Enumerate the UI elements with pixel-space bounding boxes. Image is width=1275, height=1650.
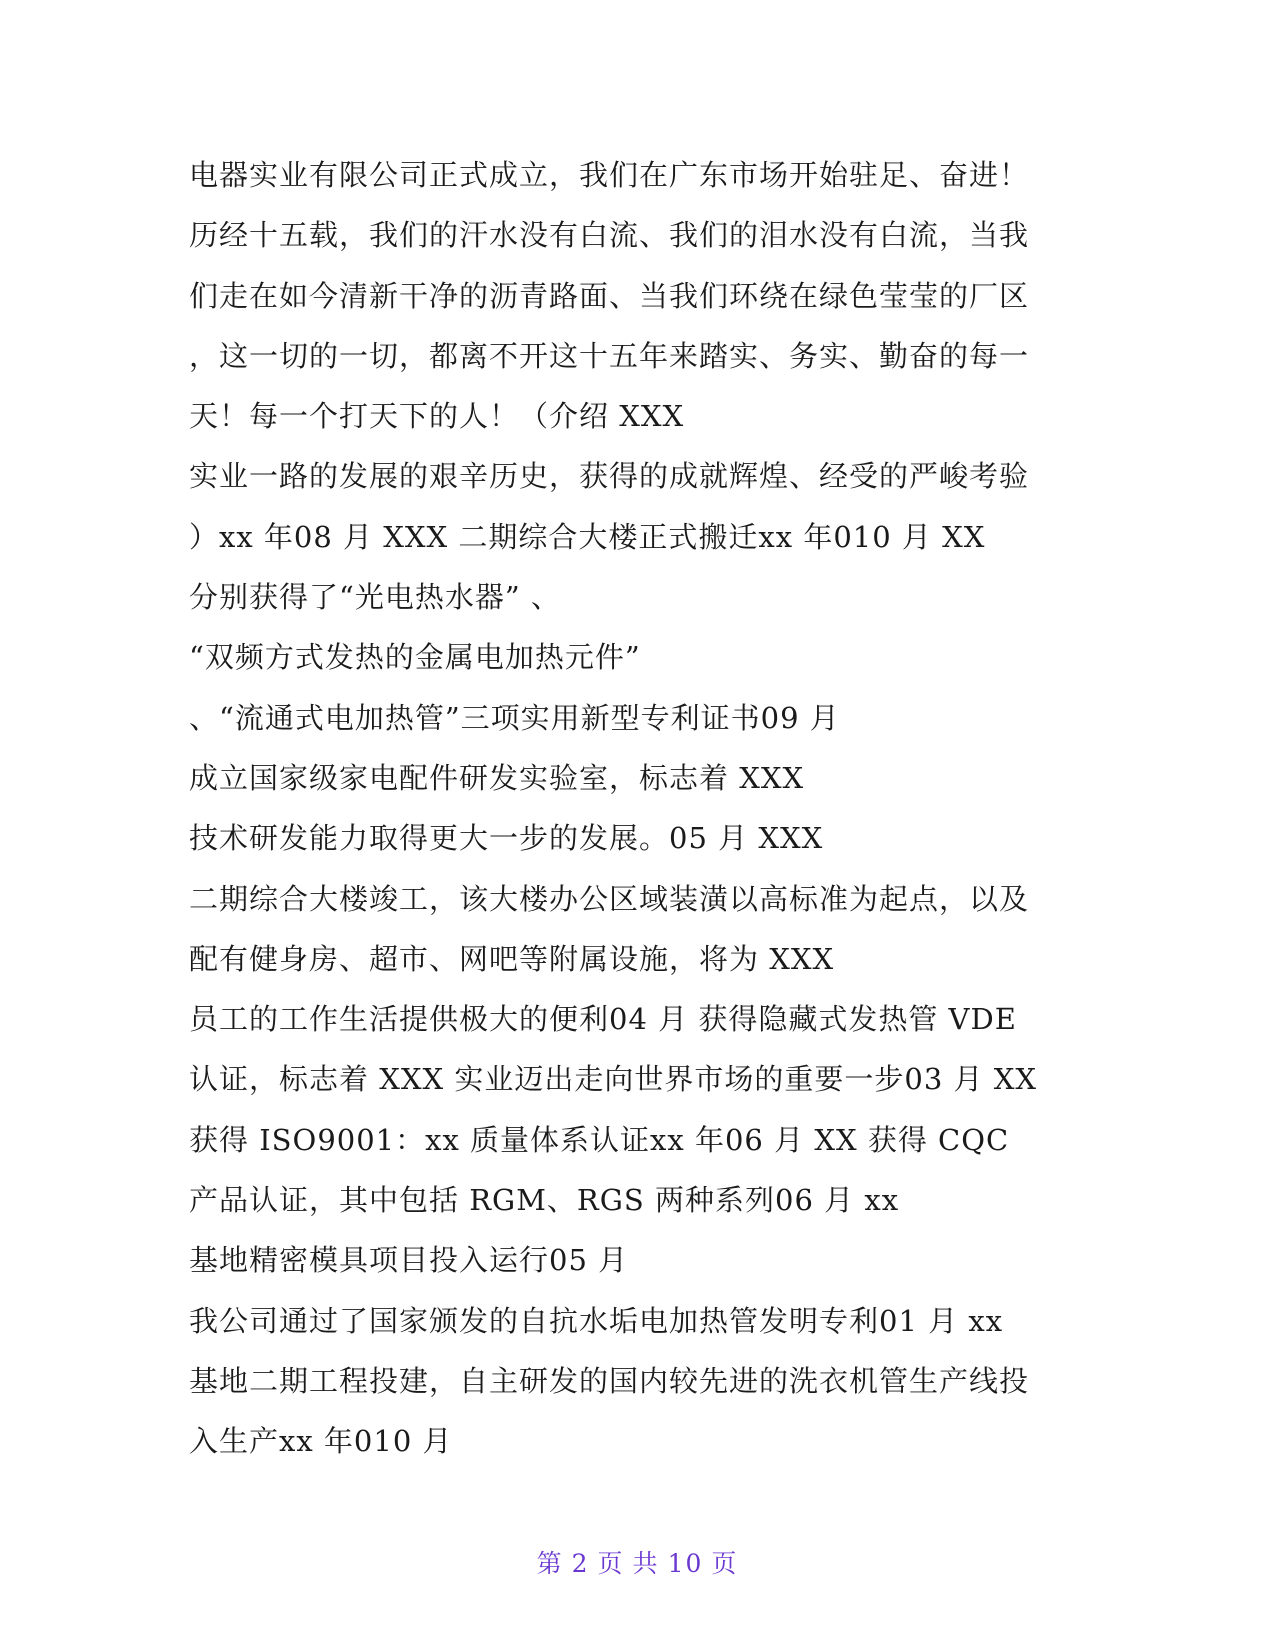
footer-label-page: 第 [536,1549,564,1578]
text-line: ，这一切的一切，都离不开这十五年来踏实、务实、勤奋的每一 [189,338,1030,373]
text-line: 我公司通过了国家颁发的自抗水垢电加热管发明专利01 月 xx [189,1303,1004,1338]
text-line: 们走在如今清新干净的沥青路面、当我们环绕在绿色莹莹的厂区 [189,278,1030,313]
text-line: 分别获得了“光电热水器” 、 [189,580,561,615]
text-line: “双频方式发热的金属电加热元件” [189,640,641,675]
text-line: 技术研发能力取得更大一步的发展。05 月 XXX [189,821,824,856]
footer-label-total-unit: 页 [711,1549,739,1578]
text-line: ）xx 年08 月 XXX 二期综合大楼正式搬迁xx 年010 月 XX [189,519,986,554]
text-line: 员工的工作生活提供极大的便利04 月 获得隐藏式发热管 VDE [189,1002,1017,1037]
text-line: 获得 ISO9001：xx 质量体系认证xx 年06 月 XX 获得 CQC [189,1122,1010,1157]
footer-current-page: 2 [571,1549,590,1578]
text-line: 基地二期工程投建，自主研发的国内较先进的洗衣机管生产线投 [189,1363,1030,1398]
text-line: 历经十五载，我们的汗水没有白流、我们的泪水没有白流，当我 [189,218,1030,253]
text-line: 二期综合大楼竣工，该大楼办公区域装潢以高标准为起点，以及 [189,881,1030,916]
footer-label-page-unit: 页 [597,1549,625,1578]
text-line: 、“流通式电加热管”三项实用新型专利证书09 月 [189,700,840,735]
footer-total-pages: 10 [667,1549,704,1578]
text-line: 天！每一个打天下的人！（介绍 XXX [189,399,685,434]
text-line: 基地精密模具项目投入运行05 月 [189,1243,629,1278]
text-line: 实业一路的发展的艰辛历史，获得的成就辉煌、经受的严峻考验 [189,459,1030,494]
footer-label-total: 共 [632,1549,660,1578]
page-footer [0,1544,1275,1580]
text-line: 认证，标志着 XXX 实业迈出走向世界市场的重要一步03 月 XX [189,1062,1038,1097]
text-line: 配有健身房、超市、网吧等附属设施，将为 XXX [189,941,835,976]
text-line: 电器实业有限公司正式成立，我们在广东市场开始驻足、奋进！ [189,158,1030,192]
text-line: 成立国家级家电配件研发实验室，标志着 XXX [189,760,805,795]
body-text [189,145,1089,1472]
text-line: 入生产xx 年010 月 [189,1424,453,1459]
text-line: 产品认证，其中包括 RGM、RGS 两种系列06 月 xx [189,1183,900,1218]
